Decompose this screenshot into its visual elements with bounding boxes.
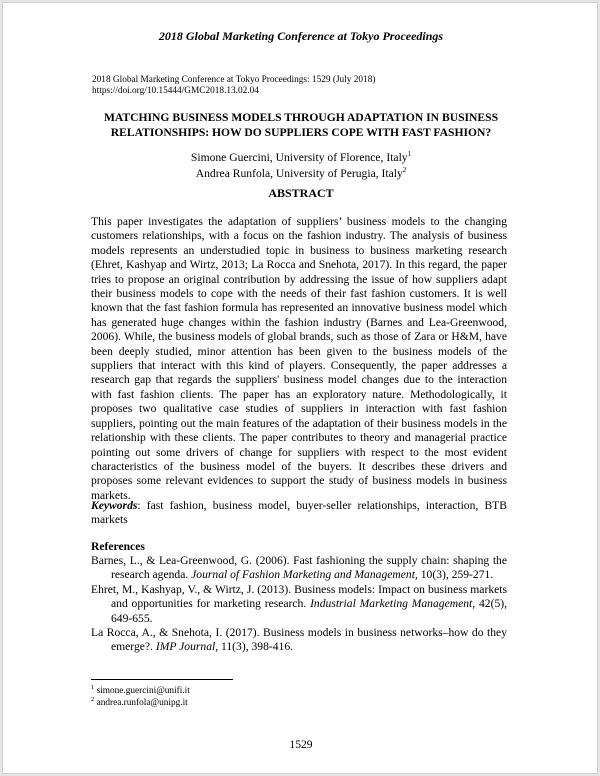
title-line: MATCHING BUSINESS MODELS THROUGH ADAPTATION IN BUSINESS xyxy=(103,111,499,124)
paper-title xyxy=(63,110,539,140)
citation-line: 2018 Global Marketing Conference at Tokyo Proceedings: 1529 (July 2018) xyxy=(92,75,376,85)
author-line xyxy=(3,166,599,182)
reference-details: , 42(5), 649-655. xyxy=(111,597,507,625)
reference-item xyxy=(91,626,507,655)
reference-item xyxy=(91,583,507,626)
keywords-label: Keywords xyxy=(91,499,138,512)
document-page xyxy=(2,2,598,774)
page-number: 1529 xyxy=(289,738,313,751)
author-affiliation: Simone Guercini, University of Florence, Italy xyxy=(190,151,408,164)
running-header: 2018 Global Marketing Conference at Tokyo Proceedings xyxy=(158,29,444,43)
footnote-mark: 2 xyxy=(91,695,95,703)
doi-line: https://doi.org/10.15444/GMC2018.13.02.04 xyxy=(92,86,259,96)
author-list xyxy=(3,150,599,181)
footnote xyxy=(91,685,190,697)
footnote xyxy=(91,697,190,709)
abstract-body: This paper investigates the adaptation of suppliers’ business models to the changing customers relationships, with a focus on the fashion industry. The analysis of business models represents an understudied topic in business to business marketing research (Ehret, Kashyap and Wirtz, 2013; La Rocca and Snehota, 2017). In this regard, the paper tries to propose an original contribution by addressing the issue of how suppliers adapt their business models to cope with the needs of their fast fashion customers. It is well known that the fast fashion formula has represented an innovative business model which has generated huge changes within the fashion industry (Barnes and Lea-Greenwood, 2006). While, the business models of global brands, such as those of Zara or H&M, have been deeply studied, minor attention has been given to the business models of the suppliers that interact with this kind of players. Consequently, the paper addresses a research gap that regards the suppliers' business model changes due to the interaction with fast fashion clients. The paper has an exploratory nature. Methodologically, it proposes two qualitative case studies of suppliers in interaction with fast fashion suppliers, pointing out the main features of the adaptation of their business models in the relationship with these clients. The paper contributes to theory and managerial practice pointing out some drivers of change for suppliers with respect to the most evident characteristics of the business model of the buyers. It describes these drivers and proposes some relevant evidences to support the study of business models in business markets. xyxy=(91,215,507,502)
reference-item xyxy=(91,554,507,583)
keywords xyxy=(91,499,507,528)
abstract-heading: ABSTRACT xyxy=(268,186,334,200)
reference-journal: IMP Journal xyxy=(155,640,216,654)
reference-journal: Journal of Fashion Marketing and Management xyxy=(191,568,415,582)
reference-journal: Industrial Marketing Management xyxy=(310,597,473,611)
reference-details: , 10(3), 259-271. xyxy=(414,568,494,582)
footnote-mark: 1 xyxy=(91,683,95,691)
reference-list xyxy=(91,554,507,655)
references-heading: References xyxy=(91,540,145,553)
citation-meta xyxy=(92,75,375,97)
reference-text: La Rocca, A., & Snehota, I. (2017). Business models in business networks–how do they emerge?. xyxy=(91,626,507,654)
footnote-divider xyxy=(91,679,233,680)
footnote-mark: 1 xyxy=(407,150,412,159)
author-affiliation: Andrea Runfola, University of Perugia, Italy xyxy=(195,166,403,180)
reference-text: Ehret, M., Kashyap, V., & Wirtz, J. (2013). Business models: Impact on business markets and opportunities for marketing research. xyxy=(91,582,507,611)
reference-details: , 11(3), 398-416. xyxy=(215,640,294,654)
reference-text: Barnes, L., & Lea-Greenwood, G. (2006). Fast fashioning the supply chain: shaping the research agenda. xyxy=(91,554,507,582)
footnote-email: andrea.runfola@unipg.it xyxy=(96,698,188,708)
footnote-mark: 2 xyxy=(402,165,407,174)
author-line xyxy=(3,150,599,166)
footnotes xyxy=(91,685,190,709)
title-line: RELATIONSHIPS: HOW DO SUPPLIERS COPE WITH FAST FASHION? xyxy=(110,126,492,139)
footnote-email: simone.guercini@unifi.it xyxy=(96,686,190,696)
keywords-text: : fast fashion, business model, buyer-seller relationships, interaction, BTB markets xyxy=(91,499,507,527)
